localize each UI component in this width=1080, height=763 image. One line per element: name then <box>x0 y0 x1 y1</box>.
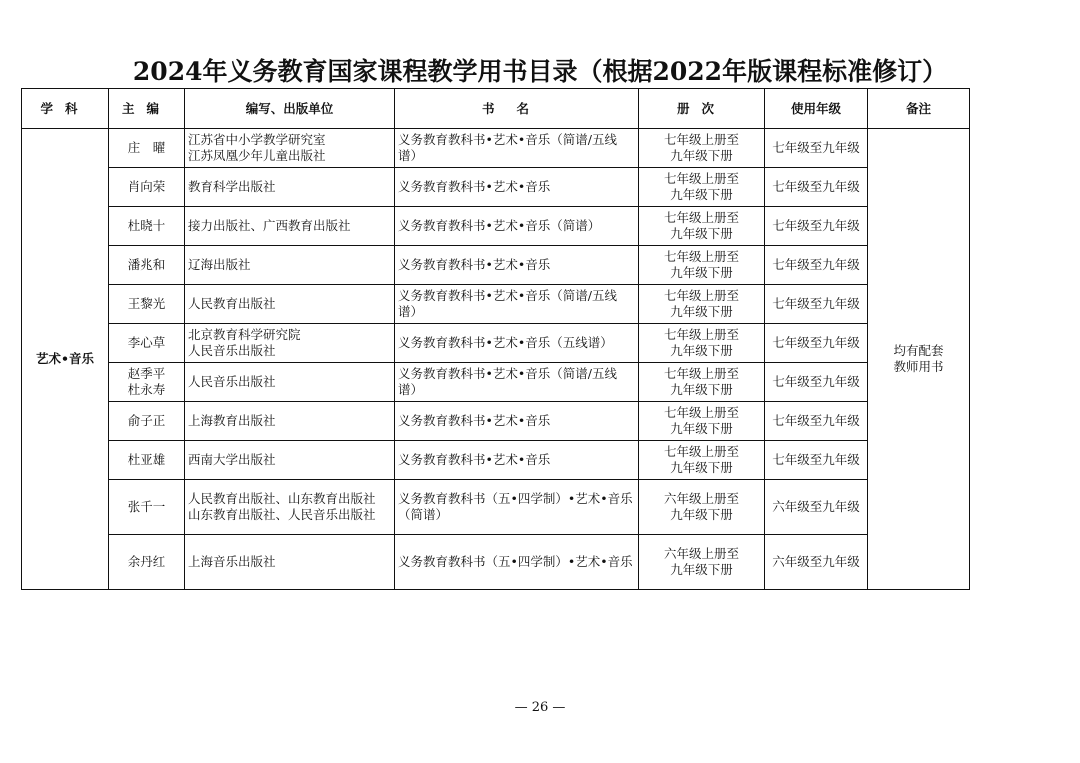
volume-cell-line: 六年级上册至 <box>663 491 739 506</box>
editor-cell-line: 庄 曜 <box>127 140 166 155</box>
editor-cell <box>109 168 185 207</box>
book-title-cell <box>395 207 639 246</box>
publisher-cell <box>185 129 395 168</box>
editor-cell <box>109 441 185 480</box>
publisher-cell-line: 江苏省中小学教学研究室 <box>188 132 326 147</box>
header-subject: 学科 <box>22 89 109 129</box>
editor-cell <box>109 402 185 441</box>
volume-cell-line: 九年级下册 <box>670 507 733 522</box>
volume-cell-line: 九年级下册 <box>670 460 733 475</box>
publisher-cell-line: 人民教育出版社、山东教育出版社 <box>188 491 376 506</box>
editor-cell <box>109 324 185 363</box>
note-cell <box>868 129 970 590</box>
volume-cell <box>639 402 765 441</box>
volume-cell-line: 七年级上册至 <box>663 210 739 225</box>
volume-cell <box>639 363 765 402</box>
volume-cell <box>639 246 765 285</box>
book-title-cell <box>395 246 639 285</box>
volume-cell-line: 九年级下册 <box>670 226 733 241</box>
publisher-cell-line: 北京教育科学研究院 <box>188 327 301 342</box>
publisher-cell <box>185 324 395 363</box>
book-title: 义务教育教科书•艺术•音乐（简谱/五线谱） <box>398 366 617 397</box>
volume-cell <box>639 480 765 535</box>
volume-cell-line: 七年级上册至 <box>663 405 739 420</box>
book-title: 义务教育教科书（五•四学制）•艺术•音乐（简谱） <box>398 491 633 522</box>
grade-cell: 七年级至九年级 <box>765 168 868 207</box>
book-title-cell <box>395 402 639 441</box>
editor-cell-line: 杜亚雄 <box>127 452 166 467</box>
volume-cell-line: 九年级下册 <box>670 562 733 577</box>
table-row <box>22 402 970 441</box>
volume-cell-line: 九年级下册 <box>670 343 733 358</box>
publisher-cell <box>185 246 395 285</box>
book-title: 义务教育教科书•艺术•音乐（简谱/五线谱） <box>398 132 617 163</box>
publisher-cell <box>185 402 395 441</box>
book-title: 义务教育教科书•艺术•音乐（五线谱） <box>398 335 613 350</box>
header-grade: 使用年级 <box>765 89 868 129</box>
table-row <box>22 324 970 363</box>
editor-cell-line: 俞子正 <box>127 413 166 428</box>
table-row <box>22 285 970 324</box>
table-row <box>22 168 970 207</box>
grade-cell: 七年级至九年级 <box>765 129 868 168</box>
grade-cell: 七年级至九年级 <box>765 285 868 324</box>
note-line: 均有配套 <box>893 343 944 358</box>
editor-cell-line: 潘兆和 <box>127 257 166 272</box>
volume-cell <box>639 207 765 246</box>
grade-cell: 七年级至九年级 <box>765 402 868 441</box>
header-volume: 册次 <box>639 89 765 129</box>
editor-cell-line: 肖向荣 <box>127 179 166 194</box>
publisher-cell-line: 上海音乐出版社 <box>188 554 276 569</box>
volume-cell-line: 七年级上册至 <box>663 171 739 186</box>
header-editor: 主编 <box>109 89 185 129</box>
book-title: 义务教育教科书•艺术•音乐（简谱） <box>398 218 601 233</box>
book-title: 义务教育教科书•艺术•音乐 <box>398 179 551 194</box>
book-title: 义务教育教科书•艺术•音乐（简谱/五线谱） <box>398 288 617 319</box>
volume-cell-line: 九年级下册 <box>670 148 733 163</box>
volume-cell-line: 七年级上册至 <box>663 444 739 459</box>
volume-cell-line: 七年级上册至 <box>663 132 739 147</box>
volume-cell-line: 九年级下册 <box>670 304 733 319</box>
publisher-cell-line: 辽海出版社 <box>188 257 251 272</box>
publisher-cell <box>185 168 395 207</box>
book-title-cell <box>395 480 639 535</box>
publisher-cell <box>185 441 395 480</box>
editor-cell-line: 杜永寿 <box>127 382 166 397</box>
page-number: — 26 — <box>514 700 566 715</box>
publisher-cell <box>185 207 395 246</box>
volume-cell <box>639 535 765 590</box>
book-title-cell <box>395 129 639 168</box>
publisher-cell-line: 上海教育出版社 <box>188 413 276 428</box>
volume-cell-line: 六年级上册至 <box>663 546 739 561</box>
editor-cell-line: 赵季平 <box>127 366 166 381</box>
book-title: 义务教育教科书•艺术•音乐 <box>398 257 551 272</box>
editor-cell <box>109 246 185 285</box>
editor-cell-line: 王黎光 <box>127 296 166 311</box>
table-body <box>22 129 970 590</box>
editor-cell <box>109 363 185 402</box>
book-title: 义务教育教科书•艺术•音乐 <box>398 413 551 428</box>
editor-cell-line: 张千一 <box>127 499 166 514</box>
subject-cell: 艺术•音乐 <box>22 129 109 590</box>
volume-cell <box>639 441 765 480</box>
grade-cell: 七年级至九年级 <box>765 324 868 363</box>
volume-cell-line: 七年级上册至 <box>663 327 739 342</box>
editor-cell <box>109 535 185 590</box>
volume-cell-line: 七年级上册至 <box>663 249 739 264</box>
editor-cell-line: 李心草 <box>127 335 166 350</box>
editor-cell <box>109 207 185 246</box>
grade-cell: 七年级至九年级 <box>765 246 868 285</box>
volume-cell-line: 九年级下册 <box>670 265 733 280</box>
book-title-cell <box>395 363 639 402</box>
header-publisher: 编写、出版单位 <box>185 89 395 129</box>
volume-cell-line: 九年级下册 <box>670 382 733 397</box>
publisher-cell <box>185 285 395 324</box>
grade-cell: 六年级至九年级 <box>765 535 868 590</box>
book-title-cell <box>395 285 639 324</box>
table-row <box>22 480 970 535</box>
editor-cell-line: 余丹红 <box>127 554 166 569</box>
publisher-cell <box>185 480 395 535</box>
grade-cell: 七年级至九年级 <box>765 363 868 402</box>
grade-cell: 七年级至九年级 <box>765 207 868 246</box>
book-title: 义务教育教科书•艺术•音乐 <box>398 452 551 467</box>
table-row <box>22 441 970 480</box>
table-row <box>22 207 970 246</box>
grade-cell: 六年级至九年级 <box>765 480 868 535</box>
volume-cell <box>639 285 765 324</box>
header-note: 备注 <box>868 89 970 129</box>
note-line: 教师用书 <box>893 359 944 374</box>
page-title: 2024年义务教育国家课程教学用书目录（根据2022年版课程标准修订） <box>132 57 948 86</box>
editor-cell <box>109 285 185 324</box>
editor-cell <box>109 129 185 168</box>
table-header-row <box>22 89 970 129</box>
book-title-cell <box>395 168 639 207</box>
publisher-cell-line: 山东教育出版社、人民音乐出版社 <box>188 507 376 522</box>
volume-cell-line: 九年级下册 <box>670 421 733 436</box>
editor-cell-line: 杜晓十 <box>127 218 166 233</box>
publisher-cell-line: 西南大学出版社 <box>188 452 276 467</box>
book-title: 义务教育教科书（五•四学制）•艺术•音乐 <box>398 554 633 569</box>
book-title-cell <box>395 535 639 590</box>
publisher-cell-line: 教育科学出版社 <box>188 179 276 194</box>
publisher-cell <box>185 363 395 402</box>
volume-cell-line: 七年级上册至 <box>663 288 739 303</box>
header-book: 书名 <box>395 89 639 129</box>
book-title-cell <box>395 441 639 480</box>
volume-cell <box>639 129 765 168</box>
editor-cell <box>109 480 185 535</box>
publisher-cell <box>185 535 395 590</box>
volume-cell <box>639 168 765 207</box>
book-title-cell <box>395 324 639 363</box>
publisher-cell-line: 江苏凤凰少年儿童出版社 <box>188 148 326 163</box>
table-row <box>22 363 970 402</box>
volume-cell-line: 九年级下册 <box>670 187 733 202</box>
volume-cell-line: 七年级上册至 <box>663 366 739 381</box>
table-row <box>22 129 970 168</box>
publisher-cell-line: 人民教育出版社 <box>188 296 276 311</box>
textbook-catalog-table <box>21 88 970 590</box>
publisher-cell-line: 接力出版社、广西教育出版社 <box>188 218 351 233</box>
volume-cell <box>639 324 765 363</box>
publisher-cell-line: 人民音乐出版社 <box>188 343 276 358</box>
grade-cell: 七年级至九年级 <box>765 441 868 480</box>
table-row <box>22 535 970 590</box>
table-row <box>22 246 970 285</box>
publisher-cell-line: 人民音乐出版社 <box>188 374 276 389</box>
